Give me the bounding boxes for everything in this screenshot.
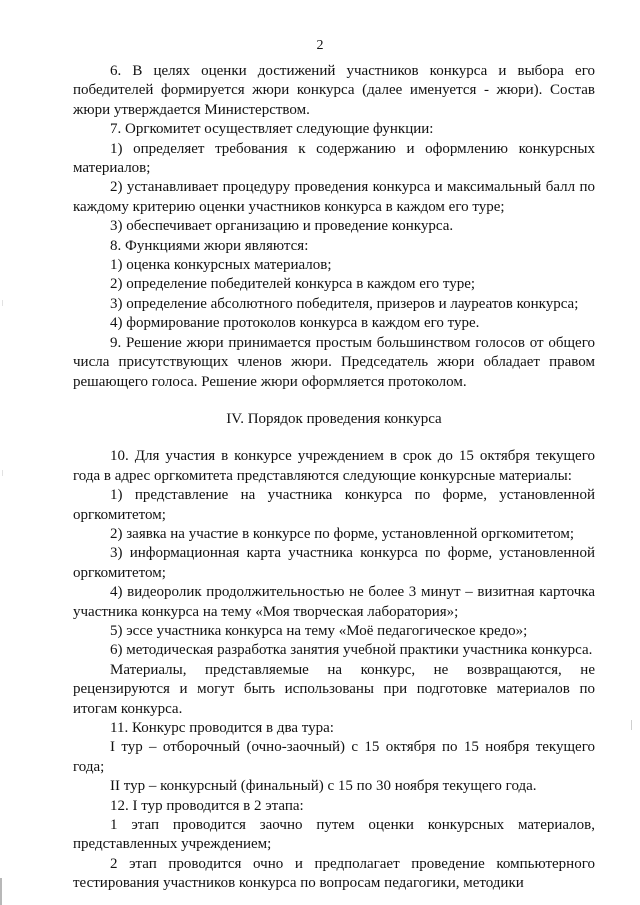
scan-artifact xyxy=(2,470,3,476)
paragraph-9: 9. Решение жюри принимается простым большинством голосов от общего числа присутствующих членов жюри. Председатель жюри обладает правом решающего голоса. Решение жюри оформляется протоколом. xyxy=(73,334,595,390)
paragraph-12-stage-1: 1 этап проводится заочно путем оценки конкурсных материалов, представленных учреждением; xyxy=(73,817,595,853)
paragraph-7-item-2: 2) устанавливает процедуру проведения конкурса и максимальный балл по каждому критерию оценки участников конкурса в каждом его туре; xyxy=(73,179,595,215)
materials-note: Материалы, представляемые на конкурс, не возвращаются, не рецензируются и могут быть использованы при подготовке материалов по итогам конкурса. xyxy=(73,661,595,717)
paragraph-7: 7. Оргкомитет осуществляет следующие функции: xyxy=(110,121,434,138)
paragraph-10-item-4: 4) видеоролик продолжительностью не более 3 минут – визитная карточка участника конкурса на тему «Моя творческая лаборатория»; xyxy=(73,584,595,620)
paragraph-8: 8. Функциями жюри являются: xyxy=(110,237,309,254)
paragraph-10-item-2: 2) заявка на участие в конкурсе по форме, установленной оргкомитетом; xyxy=(110,525,574,542)
paragraph-7-item-1: 1) определяет требования к содержанию и оформлению конкурсных материалов; xyxy=(73,140,595,177)
document-body xyxy=(73,62,595,894)
paragraph-10-item-5: 5) эссе участника конкурса на тему «Моё педагогическое кредо»; xyxy=(110,622,528,639)
paragraph-8-item-1: 1) оценка конкурсных материалов; xyxy=(110,257,332,274)
paragraph-10-item-6: 6) методическая разработка занятия учебной практики участника конкурса. xyxy=(110,642,593,659)
paragraph-12-stage-2: 2 этап проводится очно и предполагает проведение компьютерного тестирования участников конкурса по вопросам педагогики, методики xyxy=(73,855,595,892)
scan-artifact xyxy=(0,878,2,905)
section-heading: IV. Порядок проведения конкурса xyxy=(226,410,442,427)
paragraph-11: 11. Конкурс проводится в два тура: xyxy=(110,720,334,736)
paragraph-10-item-1: 1) представление на участника конкурса по форме, установленной оргкомитетом; xyxy=(73,487,595,523)
paragraph-10: 10. Для участия в конкурсе учреждением в срок до 15 октября текущего года в адрес оргкомитета представляются следующие конкурсные материалы: xyxy=(73,448,595,484)
paragraph-6: 6. В целях оценки достижений участников конкурса и выбора его победителей формируется жюри конкурса (далее именуется - жюри). Состав жюри утверждается Министерством. xyxy=(73,63,595,118)
paragraph-10-item-3: 3) информационная карта участника конкурса по форме, установленной оргкомитетом; xyxy=(73,545,595,581)
scan-artifact xyxy=(2,300,3,306)
paragraph-8-item-4: 4) формирование протоколов конкурса в каждом его туре. xyxy=(110,315,480,332)
paragraph-8-item-3: 3) определение абсолютного победителя, призеров и лауреатов конкурса; xyxy=(110,295,579,312)
page-number: 2 xyxy=(316,38,324,53)
scan-artifact xyxy=(631,720,632,730)
paragraph-11-tour-2: II тур – конкурсный (финальный) с 15 по 30 ноября текущего года. xyxy=(110,778,537,795)
paragraph-7-item-3: 3) обеспечивает организацию и проведение конкурса. xyxy=(110,218,454,235)
paragraph-12: 12. I тур проводится в 2 этапа: xyxy=(110,797,304,814)
paragraph-8-item-2: 2) определение победителей конкурса в каждом его туре; xyxy=(110,276,476,293)
paragraph-11-tour-1: I тур – отборочный (очно-заочный) с 15 октября по 15 ноября текущего года; xyxy=(73,739,595,775)
